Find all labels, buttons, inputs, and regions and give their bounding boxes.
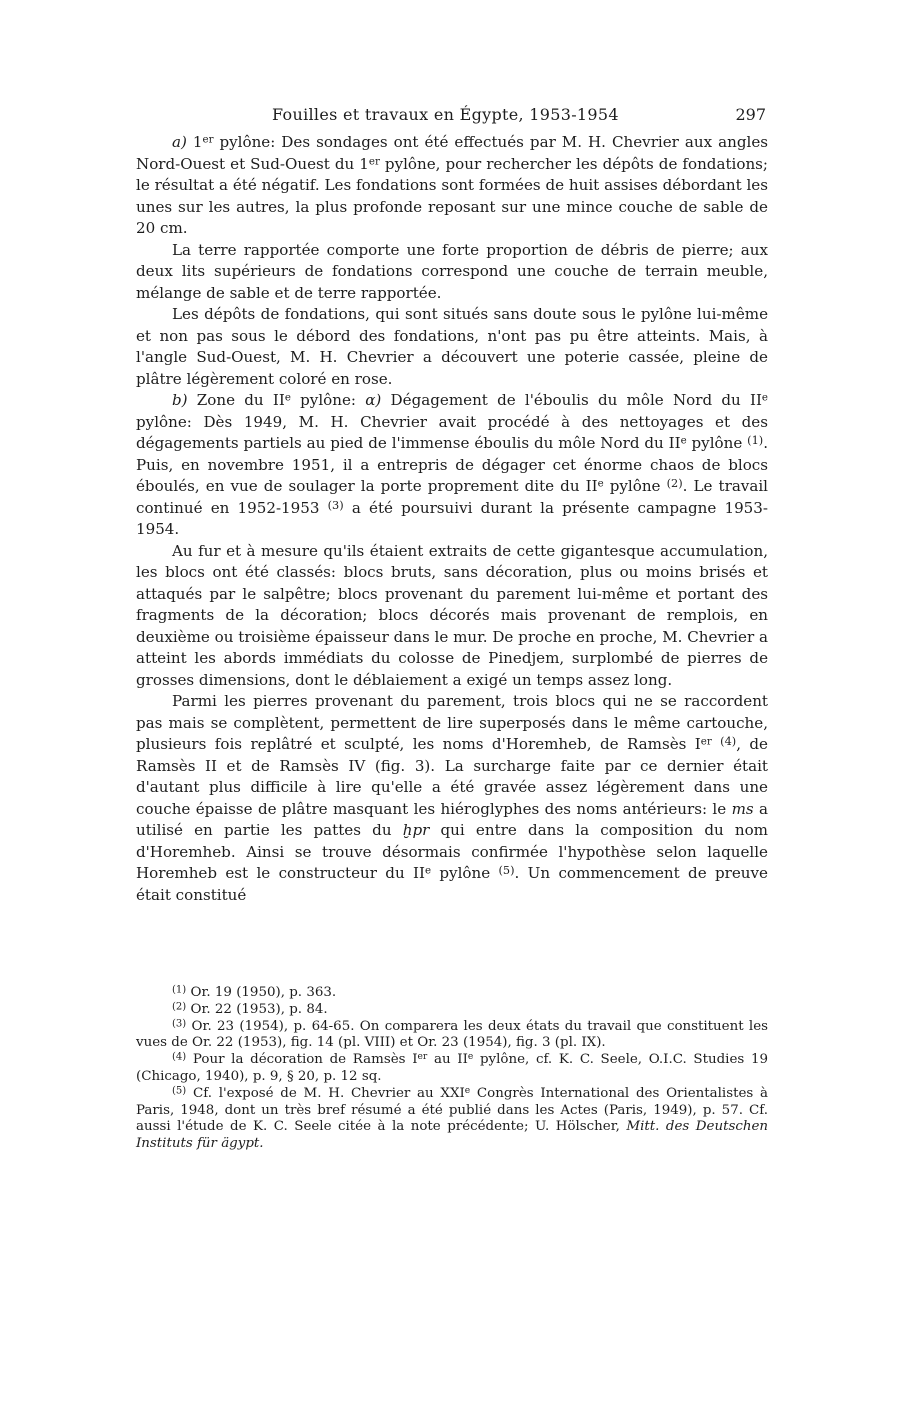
- page-number: 297: [735, 105, 766, 124]
- footnote-ref-2[interactable]: (2): [666, 476, 683, 491]
- footnote-2: $^{(2)}$ Or. 22 (1953), p. 84.: [172, 1001, 328, 1017]
- running-head: [136, 100, 768, 130]
- section-label-a: a): [172, 133, 187, 151]
- paragraph-terre-rapportee: La terre rapportée comporte une forte proportion de débris de pierre; aux deux lits supérieurs de fondations correspond une couche de terrain meuble, mélange de sable et de terre rapportée.: [136, 240, 768, 302]
- footnote-ref-4[interactable]: (4): [720, 734, 737, 749]
- footnote-ref-3[interactable]: (3): [327, 497, 344, 512]
- paragraph-first-pylon: a) 1er pylône: Des sondages ont été effectués par M. H. Chevrier aux angles Nord-Ouest et Sud-Ouest du 1er pylône, pour rechercher les dépôts de fondations; le résultat a été négatif. Les fondations sont formées de huit assises débordant les unes sur les autres, la plus profonde reposant sur une mince couche de sable de 20 cm.: [136, 133, 768, 237]
- footnote-ref-1[interactable]: (1): [747, 433, 764, 448]
- footnote-1: $^{(1)}$ Or. 19 (1950), p. 363.: [172, 984, 337, 1000]
- paragraph-second-pylon: b) Zone du IIe pylône: α) Dégagement de l'éboulis du môle Nord du IIe pylône: Dès 1949, M. H. Chevrier avait procédé à des nettoyages et des dégagements partiels au pied de l'immense éboulis du môle Nord du IIe pylône $^{(1)}$. Puis, en novembre 1951, il a entrepris de dégager cet énorme chaos de blocs éboulés, en vue de soulager la porte proprement dite du IIe pylône $^{(2)}$. Le travail continué en 1952-1953 $^{(3)}$ a été poursuivi durant la présente campagne 1953-1954.: [136, 391, 768, 538]
- paragraph-cartouche: Parmi les pierres provenant du parement, trois blocs qui ne se raccordent pas mais se complètent, permettent de lire superposés dans le même cartouche, plusieurs fois replâtré et sculpté, les noms d'Horemheb, de Ramsès Ier $^{(4)}$, de Ramsès II et de Ramsès IV (fig. 3). La surcharge faite par ce dernier était d'autant plus difficile à lire qu'elle a été gravée assez légèrement dans une couche épaisse de plâtre masquant les hiéroglyphes des noms antérieurs: le ms a utilisé en partie les pattes du ḫpr qui entre dans la composition du nom d'Horemheb. Ainsi se trouve désormais confirmée l'hypothèse selon laquelle Horemheb est le constructeur du IIe pylône $^{(5)}$. Un commencement de preuve était constitué: [136, 692, 769, 904]
- paragraph-depots-fondations: Les dépôts de fondations, qui sont situés sans doute sous le pylône lui-même et non pas sous le débord des fondations, n'ont pas pu être atteints. Mais, à l'angle Sud-Ouest, M. H. Chevrier a découvert une poterie cassée, pleine de plâtre légèrement coloré en rose.: [136, 305, 768, 388]
- footnotes: [136, 985, 768, 1153]
- journal-page: [136, 100, 769, 1152]
- running-title: Fouilles et travaux en Égypte, 1953-1954: [272, 105, 619, 124]
- body-text: [136, 132, 768, 906]
- footnote-5: $^{(5)}$ Cf. l'exposé de M. H. Chevrier au XXIe Congrès International des Orientalistes à Paris, 1948, dont un très bref résumé a été publié dans les Actes (Paris, 1949), p. 57. Cf. aussi l'étude de K. C. Seele citée à la note précédente; U. Hölscher, Mitt. des Deutschen Instituts für ägypt.: [136, 1085, 769, 1152]
- section-label-b: b): [172, 391, 188, 409]
- paragraph-classement-blocs: Au fur et à mesure qu'ils étaient extraits de cette gigantesque accumulation, les blocs ont été classés: blocs bruts, sans décoration, plus ou moins brisés et attaqués par le salpêtre; blocs provenant du parement lui-même et portant des fragments de la décoration; blocs décorés mais provenant de remplois, en deuxième ou troisième épaisseur dans le mur. De proche en proche, M. Chevrier a atteint les abords immédiats du colosse de Pinedjem, surplombé de pierres de grosses dimensions, dont le déblaiement a exigé un temps assez long.: [136, 541, 768, 689]
- footnote-ref-5[interactable]: (5): [498, 863, 515, 878]
- footnote-4: $^{(4)}$ Pour la décoration de Ramsès Ier au IIe pylône, cf. K. C. Seele, O.I.C. Studies 19 (Chicago, 1940), p. 9, § 20, p. 12 sq.: [136, 1051, 768, 1084]
- footnote-3: $^{(3)}$ Or. 23 (1954), p. 64-65. On comparera les deux états du travail que constituent les vues de Or. 22 (1953), fig. 14 (pl. VIII) et Or. 23 (1954), fig. 3 (pl. IX).: [136, 1018, 768, 1051]
- section-label-alpha: α): [365, 391, 382, 409]
